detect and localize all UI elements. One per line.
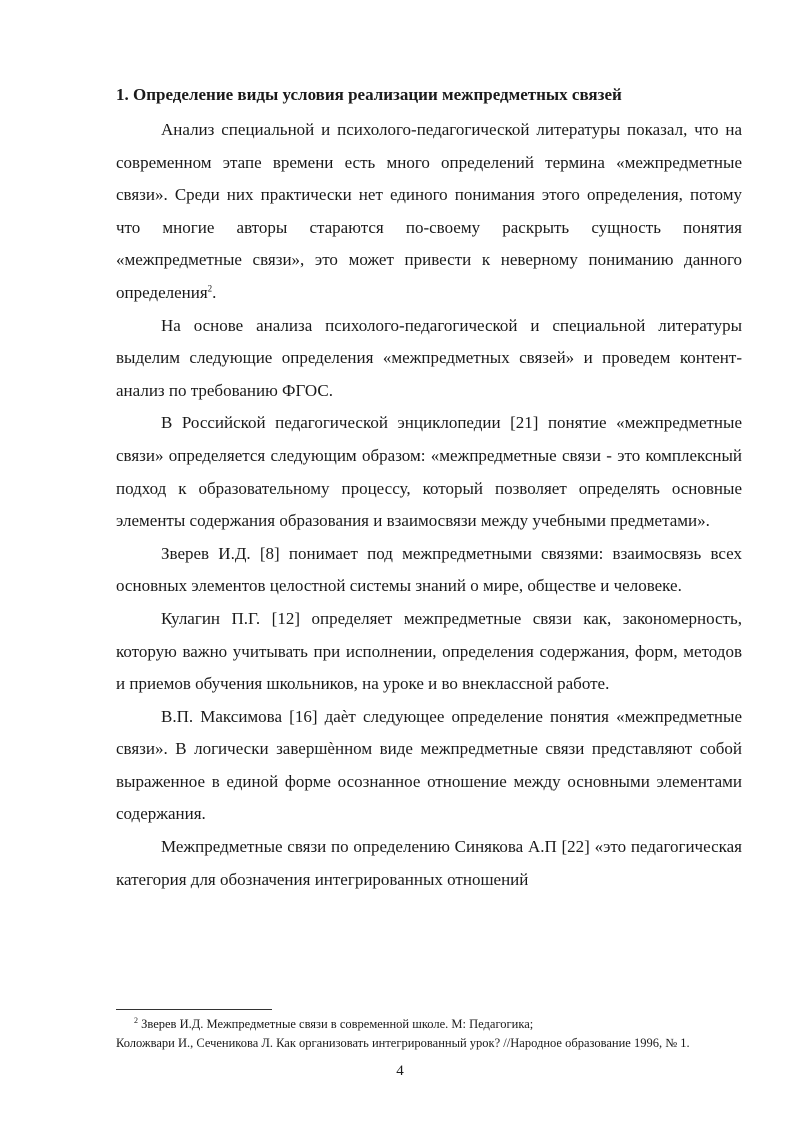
- footnote-marker: 2: [134, 1015, 138, 1025]
- footnote-separator: [116, 1009, 272, 1010]
- footnotes: [116, 1015, 756, 1053]
- section-heading: 1. Определение виды условия реализации межпредметных связей: [116, 85, 622, 104]
- paragraph-7: Межпредметные связи по определению Синякова А.П [22] «это педагогическая категория для обозначения интегрированных отношений: [116, 837, 742, 889]
- paragraph-1-text: Анализ специальной и психолого-педагогической литературы показал, что на современном этапе времени есть много определений термина «межпредметные связи». Среди них практически нет единого понимания этого определения, потому что многие авторы стараются по-своему раскрыть сущность понятия «межпредметные связи», это может привести к неверному пониманию данного определения: [116, 120, 742, 302]
- footnote-text-1: Зверев И.Д. Межпредметные связи в современной школе. М: Педагогика;: [138, 1017, 534, 1031]
- footnote-reference[interactable]: 2: [207, 283, 213, 294]
- footnote-line-2: Коложвари И., Сеченикова Л. Как организовать интегрированный урок? //Народное образование 1996, № 1.: [116, 1036, 690, 1050]
- paragraph-4: Зверев И.Д. [8] понимает под межпредметными связями: взаимосвязь всех основных элементов целостной системы знаний о мире, обществе и человеке.: [116, 543, 742, 596]
- footnote-line-1: [116, 1015, 756, 1034]
- paragraph-1-tail: .: [212, 282, 217, 302]
- document-body: [116, 82, 742, 896]
- paragraph-1: [116, 114, 742, 310]
- paragraph-5: Кулагин П.Г. [12] определяет межпредметные связи как, закономерность, которую важно учитывать при исполнении, определения содержания, форм, методов и приемов обучения школьников, на уроке и во внеклассной работе.: [116, 608, 742, 694]
- paragraph-6: В.П. Максимова [16] даѐт следующее определение понятия «межпредметные связи». В логически завершѐнном виде межпредметные связи представляют собой выраженное в единой форме осознанное отношение между основными элементами содержания.: [116, 706, 742, 824]
- paragraph-3: В Российской педагогической энциклопедии [21] понятие «межпредметные связи» определяется следующим образом: «межпредметные связи - это комплексный подход к образовательному процессу, который позволяет определять основные элементы содержания образования и взаимосвязи между учебными предметами».: [116, 413, 742, 531]
- page-number: 4: [396, 1063, 404, 1079]
- paragraph-2: На основе анализа психолого-педагогической и специальной литературы выделим следующие определения «межпредметных связей» и проведем контент-анализ по требованию ФГОС.: [116, 315, 742, 400]
